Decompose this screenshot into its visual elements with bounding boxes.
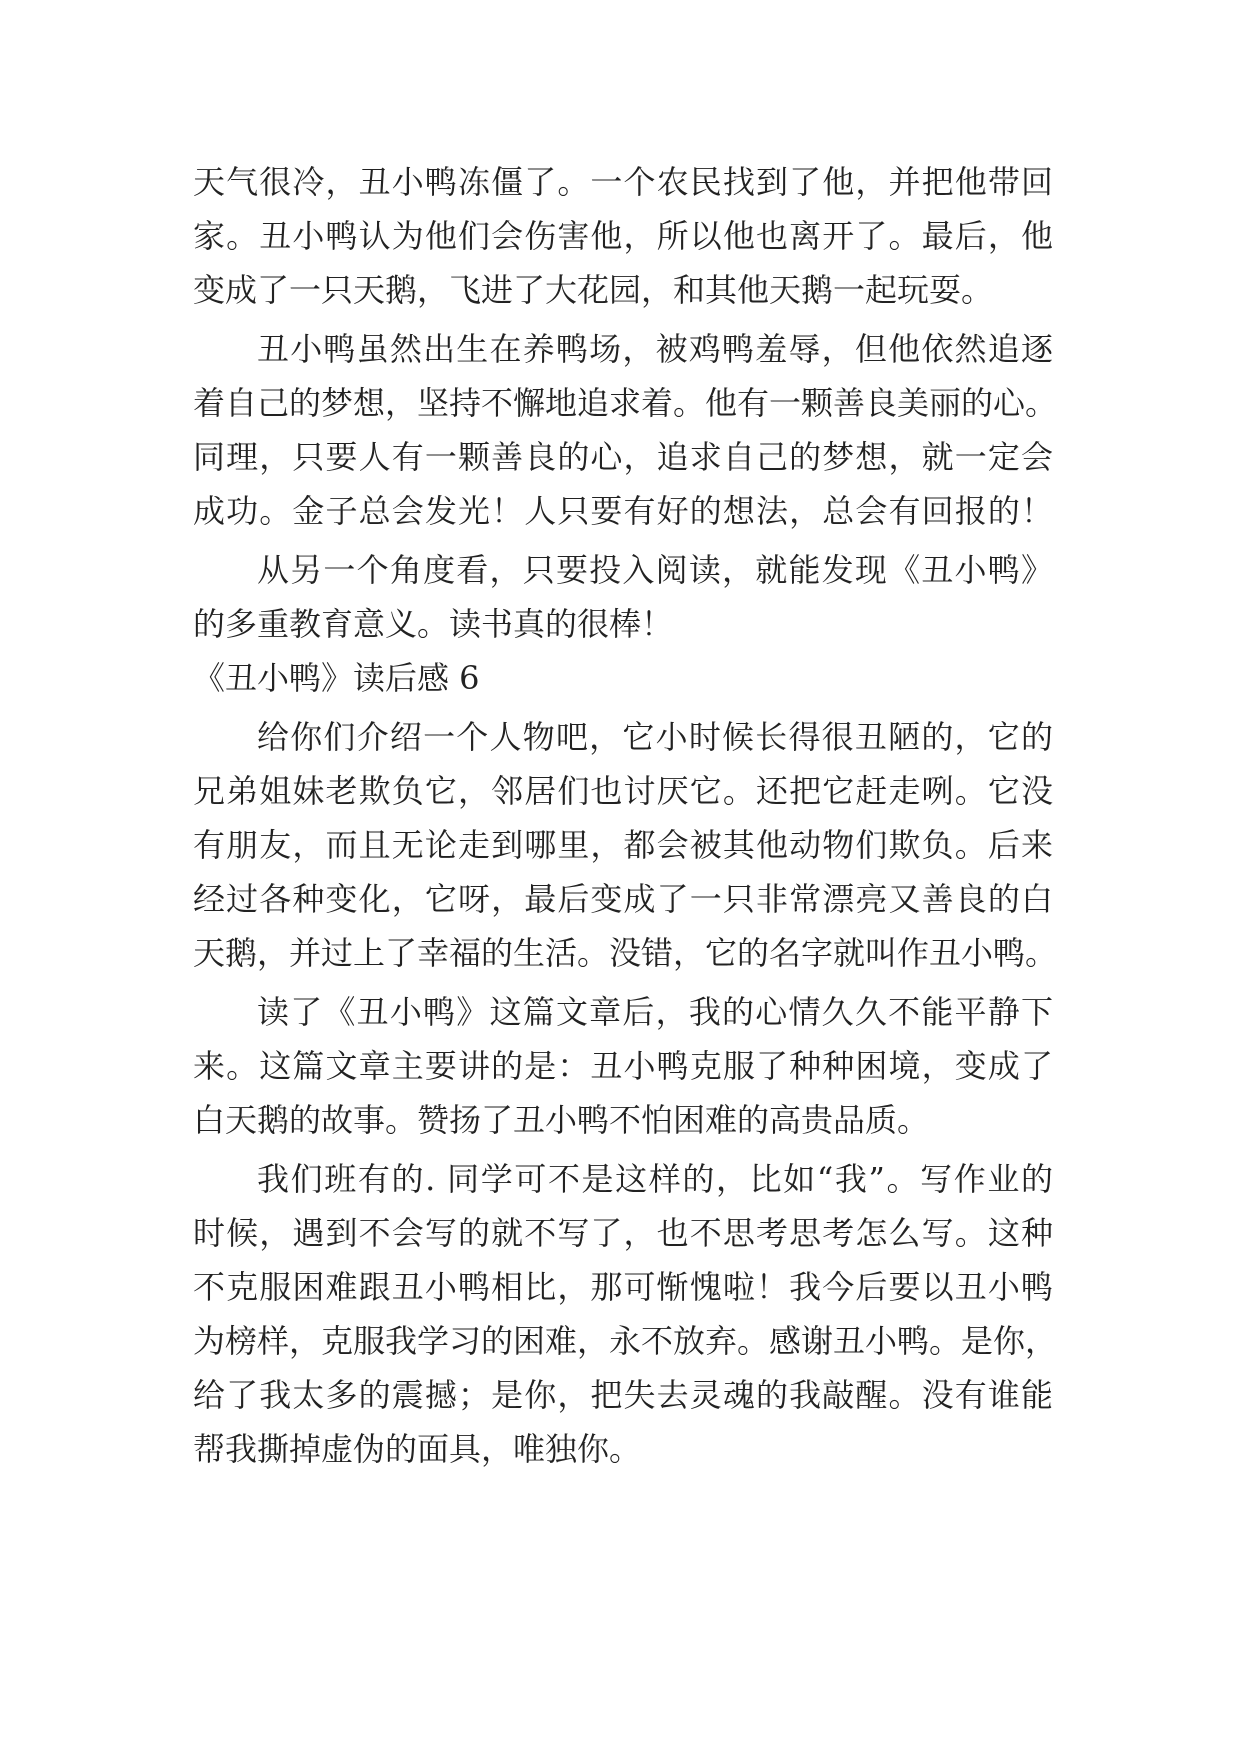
text-line: 读了《丑小鸭》这篇文章后，我的心情久久不能平静下 xyxy=(257,993,1053,1031)
text-line: 白天鹅的故事。赞扬了丑小鸭不怕困难的高贵品质。 xyxy=(193,1101,930,1139)
text-line: 给你们介绍一个人物吧，它小时候长得很丑陋的，它的 xyxy=(257,718,1053,756)
text-line: 给了我太多的震撼；是你，把失去灵魂的我敲醒。没有谁能 xyxy=(193,1376,1053,1414)
text-line: 的多重教育意义。读书真的很棒！ xyxy=(193,605,674,643)
text-line: 兄弟姐妹老欺负它，邻居们也讨厌它。还把它赶走咧。它没 xyxy=(193,772,1053,810)
paragraph xyxy=(193,155,1053,317)
text-line: 家。丑小鸭认为他们会伤害他，所以他也离开了。最后，他 xyxy=(193,217,1053,255)
text-line: 有朋友，而且无论走到哪里，都会被其他动物们欺负。后来 xyxy=(193,826,1053,864)
text-line: 变成了一只天鹅，飞进了大花园，和其他天鹅一起玩耍。 xyxy=(193,271,994,309)
paragraph xyxy=(193,543,1053,651)
text-line: 成功。金子总会发光！人只要有好的想法，总会有回报的！ xyxy=(193,492,1053,530)
text-line: 我们班有的. 同学可不是这样的，比如“我”。写作业的 xyxy=(257,1160,1053,1198)
paragraph xyxy=(193,985,1053,1147)
text-line: 帮我撕掉虚伪的面具，唯独你。 xyxy=(193,1430,642,1468)
text-line: 经过各种变化，它呀，最后变成了一只非常漂亮又善良的白 xyxy=(193,880,1053,918)
section-title: 《丑小鸭》读后感 6 xyxy=(193,659,480,697)
text-line: 同理，只要人有一颗善良的心，追求自己的梦想，就一定会 xyxy=(193,438,1053,476)
text-line: 天鹅，并过上了幸福的生活。没错，它的名字就叫作丑小鸭。 xyxy=(193,934,1058,972)
text-line: 丑小鸭虽然出生在养鸭场，被鸡鸭羞辱，但他依然追逐 xyxy=(257,330,1053,368)
paragraph xyxy=(193,322,1058,538)
text-line: 来。这篇文章主要讲的是：丑小鸭克服了种种困境，变成了 xyxy=(193,1047,1053,1085)
text-line: 为榜样，克服我学习的困难，永不放弃。感谢丑小鸭。是你， xyxy=(193,1322,1058,1360)
text-line: 时候，遇到不会写的就不写了，也不思考思考怎么写。这种 xyxy=(193,1214,1053,1252)
document-body xyxy=(193,155,1058,1476)
text-line: 着自己的梦想，坚持不懈地追求着。他有一颗善良美丽的心。 xyxy=(193,384,1058,422)
text-line: 不克服困难跟丑小鸭相比，那可惭愧啦！我今后要以丑小鸭 xyxy=(193,1268,1053,1306)
text-line: 天气很冷，丑小鸭冻僵了。一个农民找到了他，并把他带回 xyxy=(193,163,1053,201)
paragraph xyxy=(193,710,1058,980)
paragraph xyxy=(193,1152,1058,1476)
text-line: 从另一个角度看，只要投入阅读，就能发现《丑小鸭》 xyxy=(257,551,1053,589)
